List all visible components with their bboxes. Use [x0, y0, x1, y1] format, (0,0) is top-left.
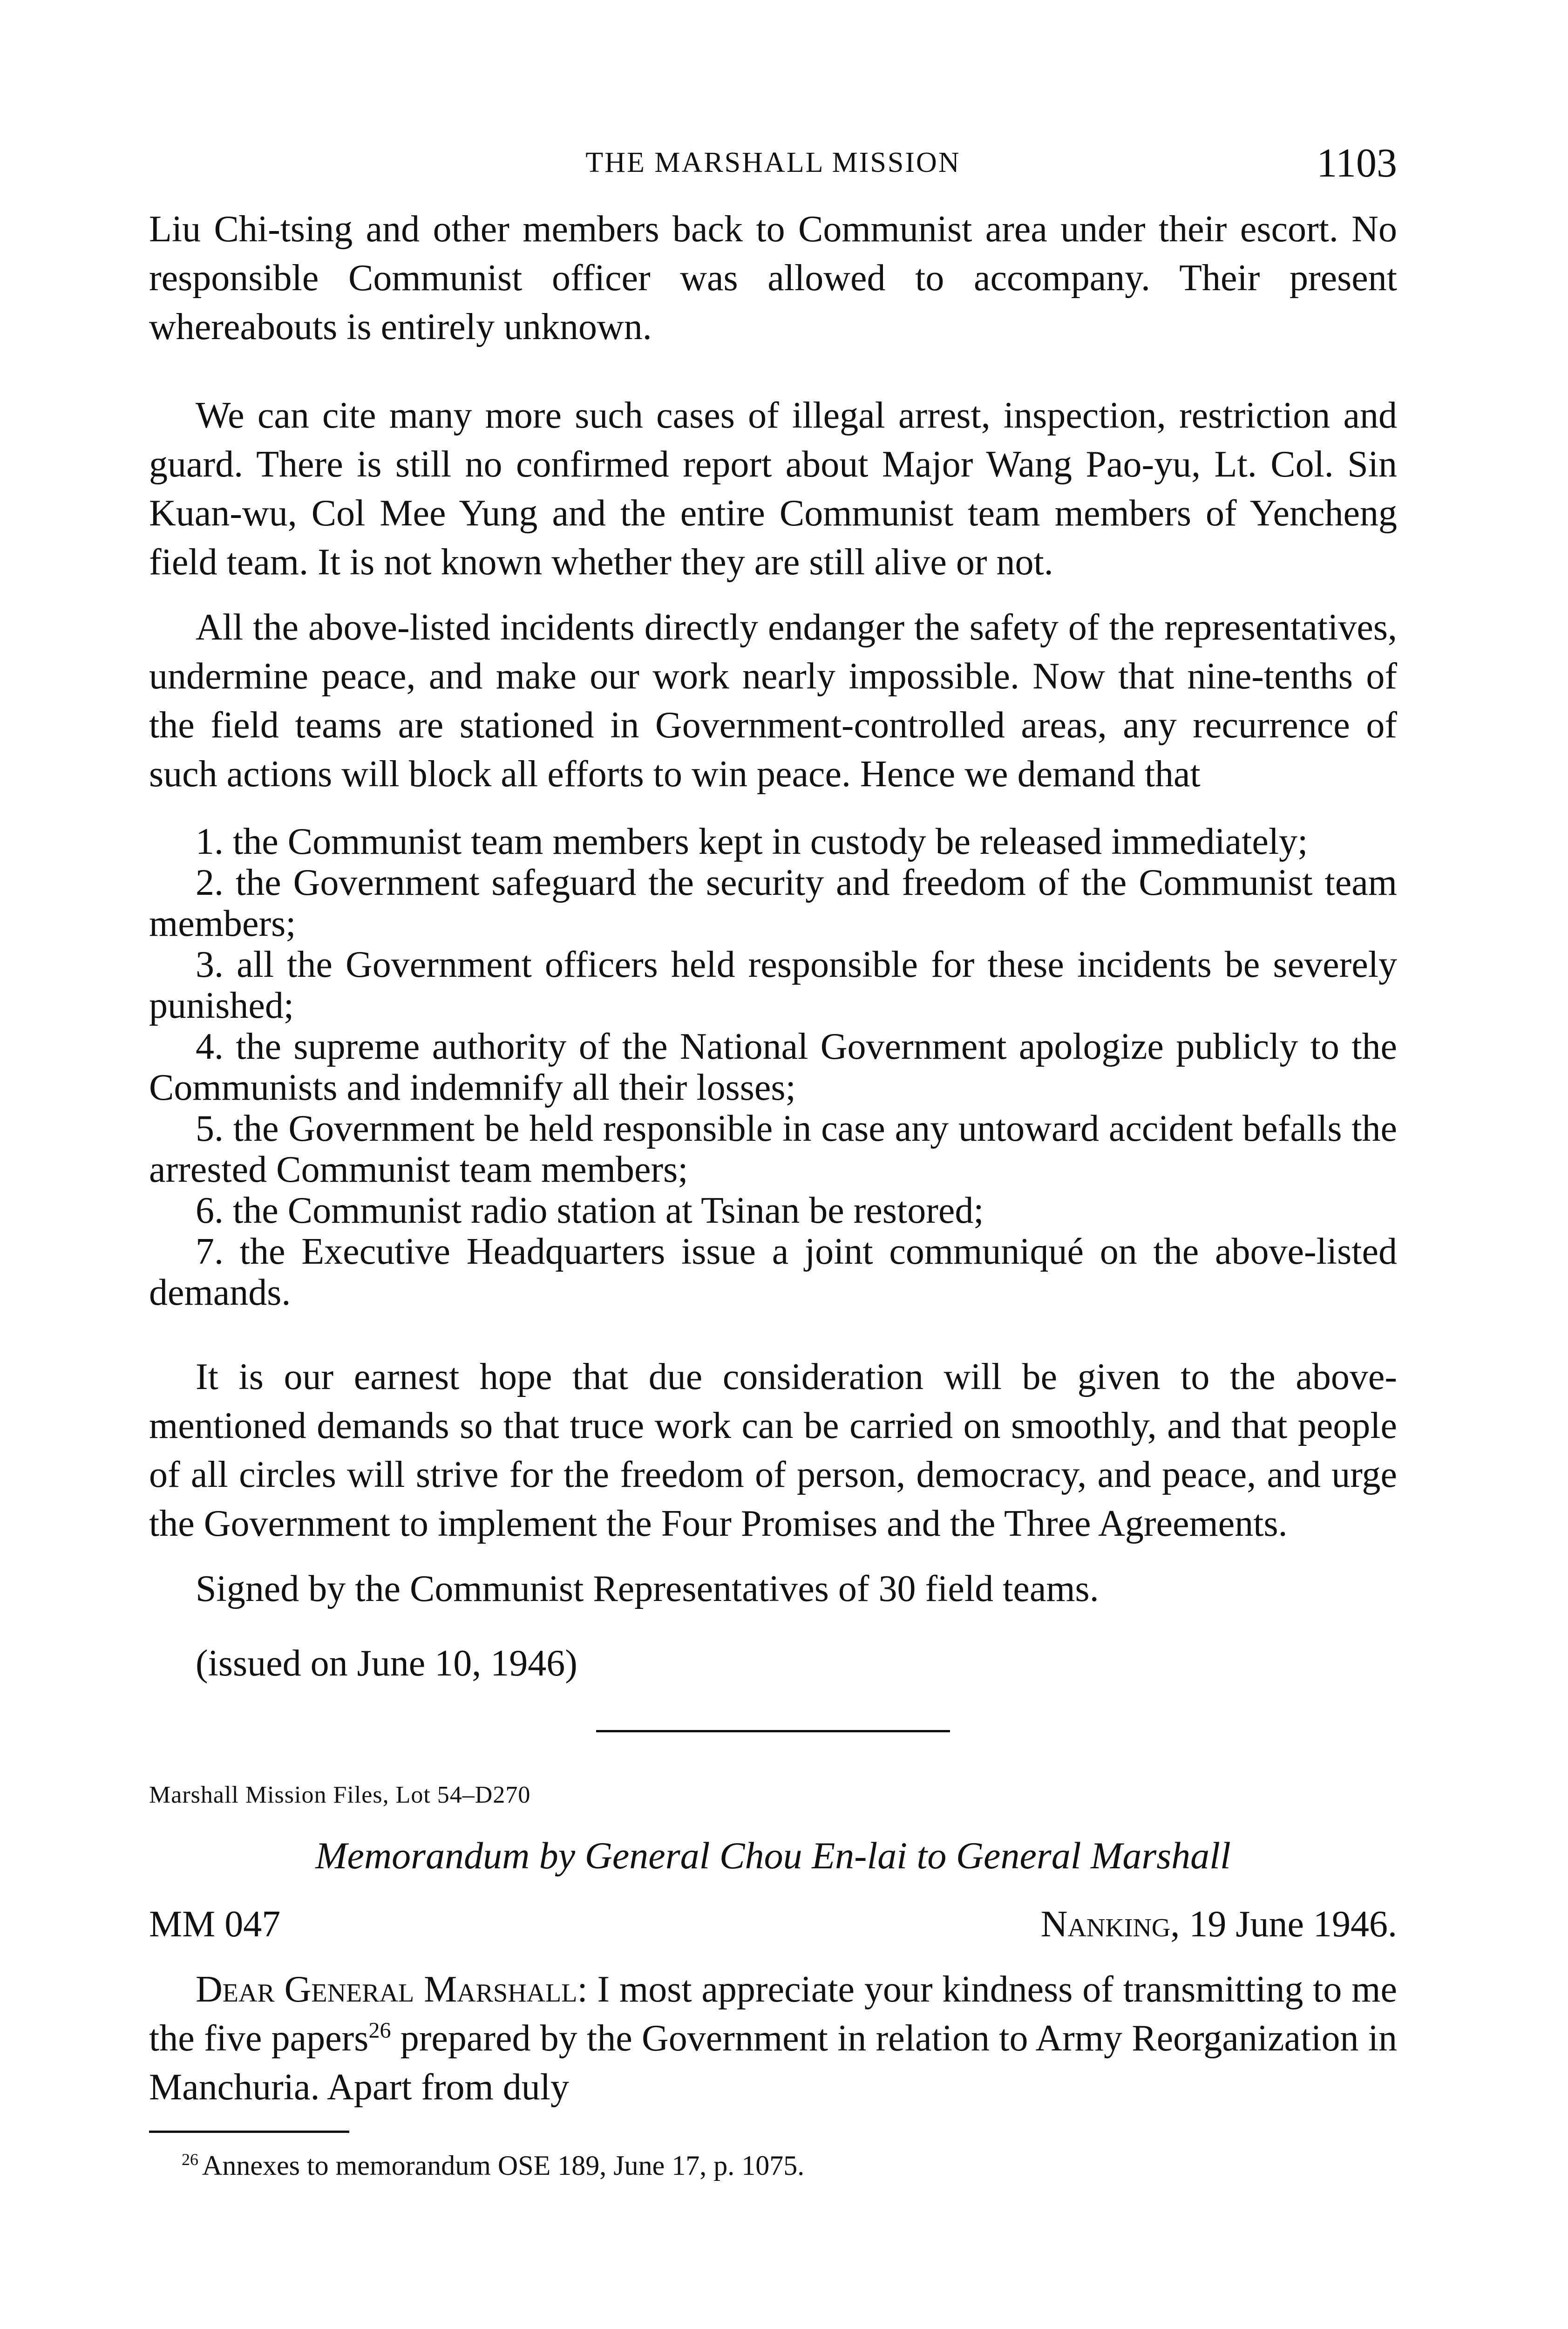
dateline	[149, 1900, 1397, 1949]
memo-number: MM 047	[149, 1904, 281, 1945]
demand-item: 3. all the Government officers held responsible for these incidents be severely punished;	[149, 944, 1397, 1026]
memo-text-part-2: prepared by the Government in relation to Army Reorganization in Manchuria. Apart from duly	[149, 2018, 1397, 2108]
paragraph-cases: We can cite many more such cases of illegal arrest, inspection, restriction and guard. There is still no confirmed report about Major Wang Pao-yu, Lt. Col. Sin Kuan-wu, Col Mee Yung and the entire Communist team members of Yencheng field team. It is not known whether they are still alive or not.	[149, 395, 1397, 583]
running-header	[149, 140, 1397, 191]
issued-date: (issued on June 10, 1946)	[196, 1643, 577, 1684]
demand-item: 7. the Executive Headquarters issue a joint communiqué on the above-listed demands.	[149, 1231, 1397, 1313]
page-number: 1103	[1317, 141, 1397, 186]
memorandum-title: Memorandum by General Chou En-lai to General Marshall	[315, 1834, 1231, 1877]
body-text	[149, 205, 1397, 2184]
demand-item: 1. the Communist team members kept in custody be released immediately;	[196, 821, 1308, 862]
memo-opening-paragraph	[149, 1965, 1397, 2112]
footnote-divider	[149, 2131, 349, 2133]
memo-date: , 19 June 1946.	[1170, 1904, 1397, 1945]
place-date	[1041, 1900, 1397, 1949]
paragraph-hope: It is our earnest hope that due consideration will be given to the above-mentioned demands so that truce work can be carried on smoothly, and that people of all circles will strive for the freedom of person, democracy, and peace, and urge the Government to implement the Four Promises and the Three Agreements.	[149, 1356, 1397, 1544]
memo-text-part-1: : I most appreciate your kindness of transmitting to me the five papers	[149, 1969, 1397, 2059]
demand-item: 6. the Communist radio station at Tsinan be restored;	[196, 1190, 984, 1231]
source-citation: Marshall Mission Files, Lot 54–D270	[149, 1782, 531, 1808]
salutation: Dear General Marshall	[196, 1969, 577, 2010]
running-title: THE MARSHALL MISSION	[585, 147, 961, 178]
signature-line: Signed by the Communist Representatives of 30 field teams.	[196, 1568, 1099, 1609]
place-name: Nanking	[1040, 1904, 1171, 1945]
footnote-text: Annexes to memorandum OSE 189, June 17, p. 1075.	[202, 2150, 805, 2181]
paragraph-continued: Liu Chi-tsing and other members back to Communist area under their escort. No responsible Communist officer was allowed to accompany. Their present whereabouts is entirely unknown.	[149, 209, 1397, 347]
paragraph-incidents: All the above-listed incidents directly endanger the safety of the representatives, undermine peace, and make our work nearly impossible. Now that nine-tenths of the field teams are stationed in Government-controlled areas, any recurrence of such actions will block all efforts to win peace. Hence we demand that	[149, 607, 1397, 795]
demands-list	[149, 821, 1397, 1313]
footnote	[149, 2147, 1397, 2184]
demand-item: 5. the Government be held responsible in case any untoward accident befalls the arrested Communist team members;	[149, 1108, 1397, 1190]
footnote-mark: 26	[182, 2150, 198, 2169]
demand-item: 4. the supreme authority of the National Government apologize publicly to the Communists and indemnify all their losses;	[149, 1026, 1397, 1108]
section-divider	[596, 1730, 950, 1732]
demand-item: 2. the Government safeguard the security and freedom of the Communist team members;	[149, 862, 1397, 944]
footnote-reference: 26	[368, 2018, 391, 2043]
document-page	[149, 0, 1397, 2329]
